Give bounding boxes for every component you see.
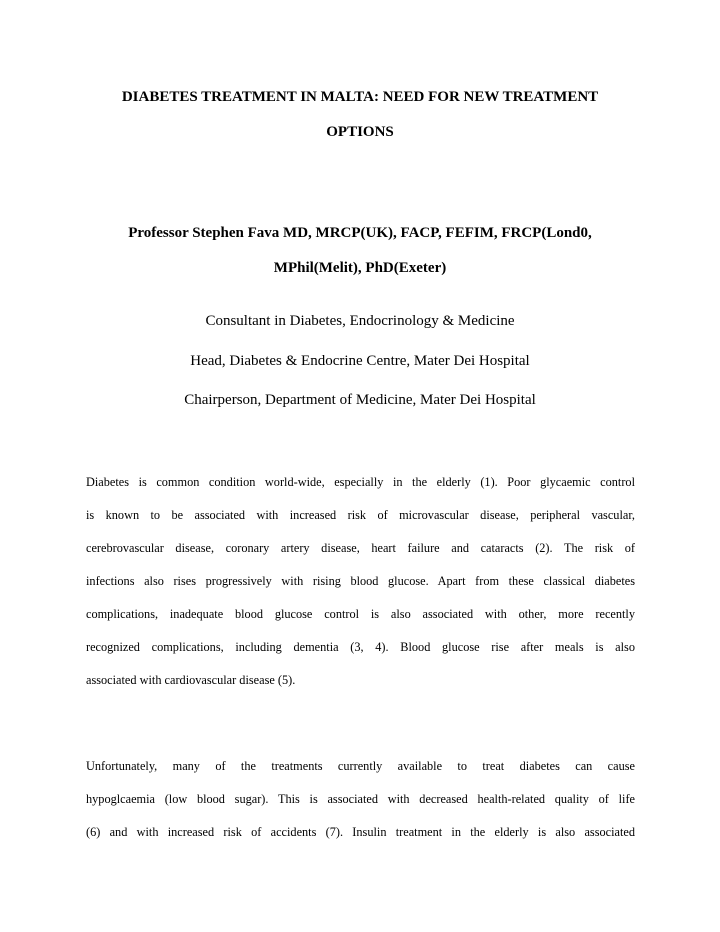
paragraph-line: recognized complications, including dementia (3, 4). Blood glucose rise after meals is also — [86, 640, 635, 654]
paragraph-line: infections also rises progressively with rising blood glucose. Apart from these classical diabetes — [86, 574, 635, 588]
paragraph-line: associated with cardiovascular disease (5). — [86, 673, 296, 687]
paragraph-line: complications, inadequate blood glucose control is also associated with other, more recently — [86, 607, 635, 621]
title-line-2: OPTIONS — [326, 124, 394, 140]
paragraph-line: Diabetes is common condition world-wide, especially in the elderly (1). Poor glycaemic control — [86, 475, 635, 489]
paragraph-line: (6) and with increased risk of accidents (7). Insulin treatment in the elderly is also associated — [86, 825, 635, 839]
paragraph-line: is known to be associated with increased risk of microvascular disease, peripheral vascular, — [86, 508, 635, 522]
author-line-1: Professor Stephen Fava MD, MRCP(UK), FACP, FEFIM, FRCP(Lond0, — [128, 225, 592, 241]
affiliation-head: Head, Diabetes & Endocrine Centre, Mater Dei Hospital — [190, 353, 530, 369]
paragraph-2 — [86, 758, 635, 857]
affiliation-chairperson: Chairperson, Department of Medicine, Mater Dei Hospital — [184, 392, 536, 408]
paragraph-line: Unfortunately, many of the treatments currently available to treat diabetes can cause — [86, 759, 635, 773]
affiliation-consultant: Consultant in Diabetes, Endocrinology & Medicine — [205, 313, 515, 329]
paragraph-1 — [86, 474, 635, 705]
title-line-1: DIABETES TREATMENT IN MALTA: NEED FOR NEW TREATMENT — [121, 89, 599, 105]
paragraph-line: cerebrovascular disease, coronary artery disease, heart failure and cataracts (2). The risk of — [86, 541, 635, 555]
author-line-2: MPhil(Melit), PhD(Exeter) — [273, 260, 447, 276]
paragraph-line: hypoglcaemia (low blood sugar). This is associated with decreased health-related quality of life — [86, 792, 635, 806]
